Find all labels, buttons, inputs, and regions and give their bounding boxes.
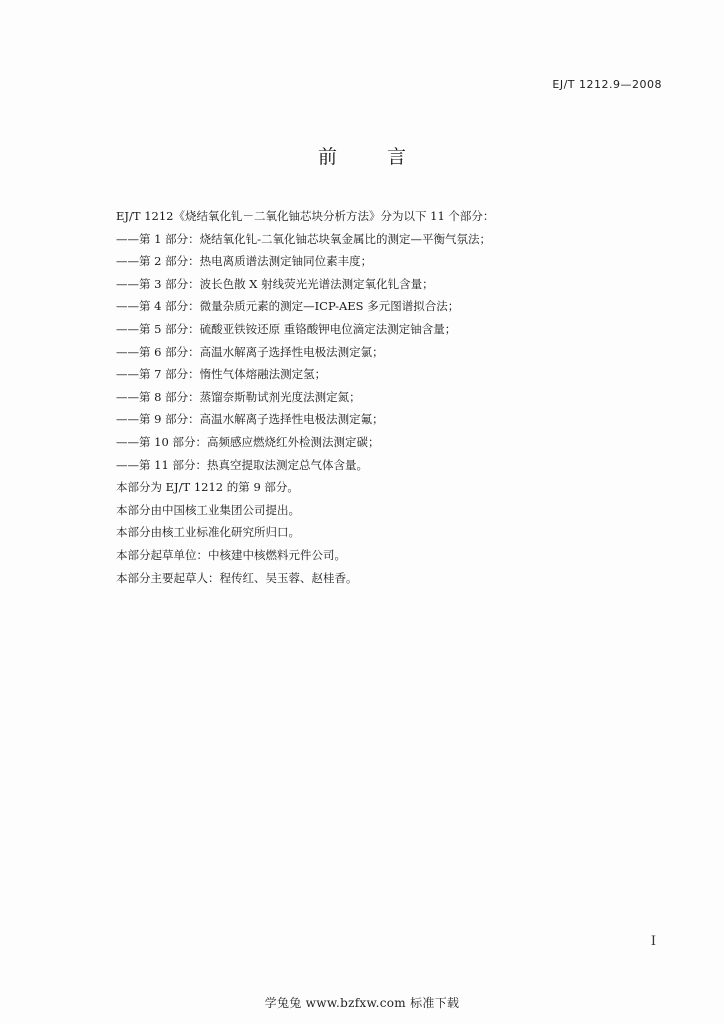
text-line-drafting-unit: 本部分起草单位：中核建中核燃料元件公司。 [116, 547, 346, 562]
text-line-part-2: ——第 2 部分：热电离质谱法测定铀同位素丰度； [116, 254, 373, 269]
page-number: I [650, 934, 656, 949]
text-line-intro: EJ/T 1212《烧结氧化钆－二氧化铀芯块分析方法》分为以下 11 个部分： [116, 209, 495, 223]
text-line-part-4: ——第 4 部分：微量杂质元素的测定—ICP-AES 多元图谱拟合法； [116, 299, 460, 314]
foreword-body [116, 205, 676, 589]
text-line-part-9: ——第 9 部分：高温水解离子选择性电极法测定氟； [116, 412, 384, 427]
standard-code: EJ/T 1212.9—2008 [552, 78, 662, 91]
text-line-part-6: ——第 6 部分：高温水解离子选择性电极法测定氯； [116, 344, 384, 359]
text-line-part-1: ——第 1 部分：烧结氧化钆-二氧化铀芯块氧金属比的测定—平衡气氛法； [116, 231, 492, 246]
text-line-part-7: ——第 7 部分：惰性气体熔融法测定氢； [116, 367, 327, 382]
text-line-part-5: ——第 5 部分：硫酸亚铁铵还原 重铬酸钾电位滴定法测定铀含量； [116, 321, 457, 336]
footer-watermark-text: 学兔兔 www.bzfxw.com 标准下载 [264, 996, 460, 1010]
text-line-part-8: ——第 8 部分：蒸馏奈斯勒试剂光度法测定氮； [116, 389, 361, 404]
text-line-part-statement: 本部分为 EJ/T 1212 的第 9 部分。 [116, 480, 299, 495]
text-line-part-3: ——第 3 部分：波长色散 X 射线荧光光谱法测定氧化钆含量； [116, 276, 434, 291]
text-line-drafters: 本部分主要起草人：程传红、吴玉蓉、赵桂香。 [116, 570, 358, 585]
page-title: 前 言 [317, 146, 429, 168]
text-line-proposer: 本部分由中国核工业集团公司提出。 [116, 502, 300, 517]
text-line-part-11: ——第 11 部分：热真空提取法测定总气体含量。 [116, 457, 368, 472]
text-line-administrator: 本部分由核工业标准化研究所归口。 [116, 525, 300, 540]
text-line-part-10: ——第 10 部分：高频感应燃烧红外检测法测定碳； [116, 434, 380, 449]
